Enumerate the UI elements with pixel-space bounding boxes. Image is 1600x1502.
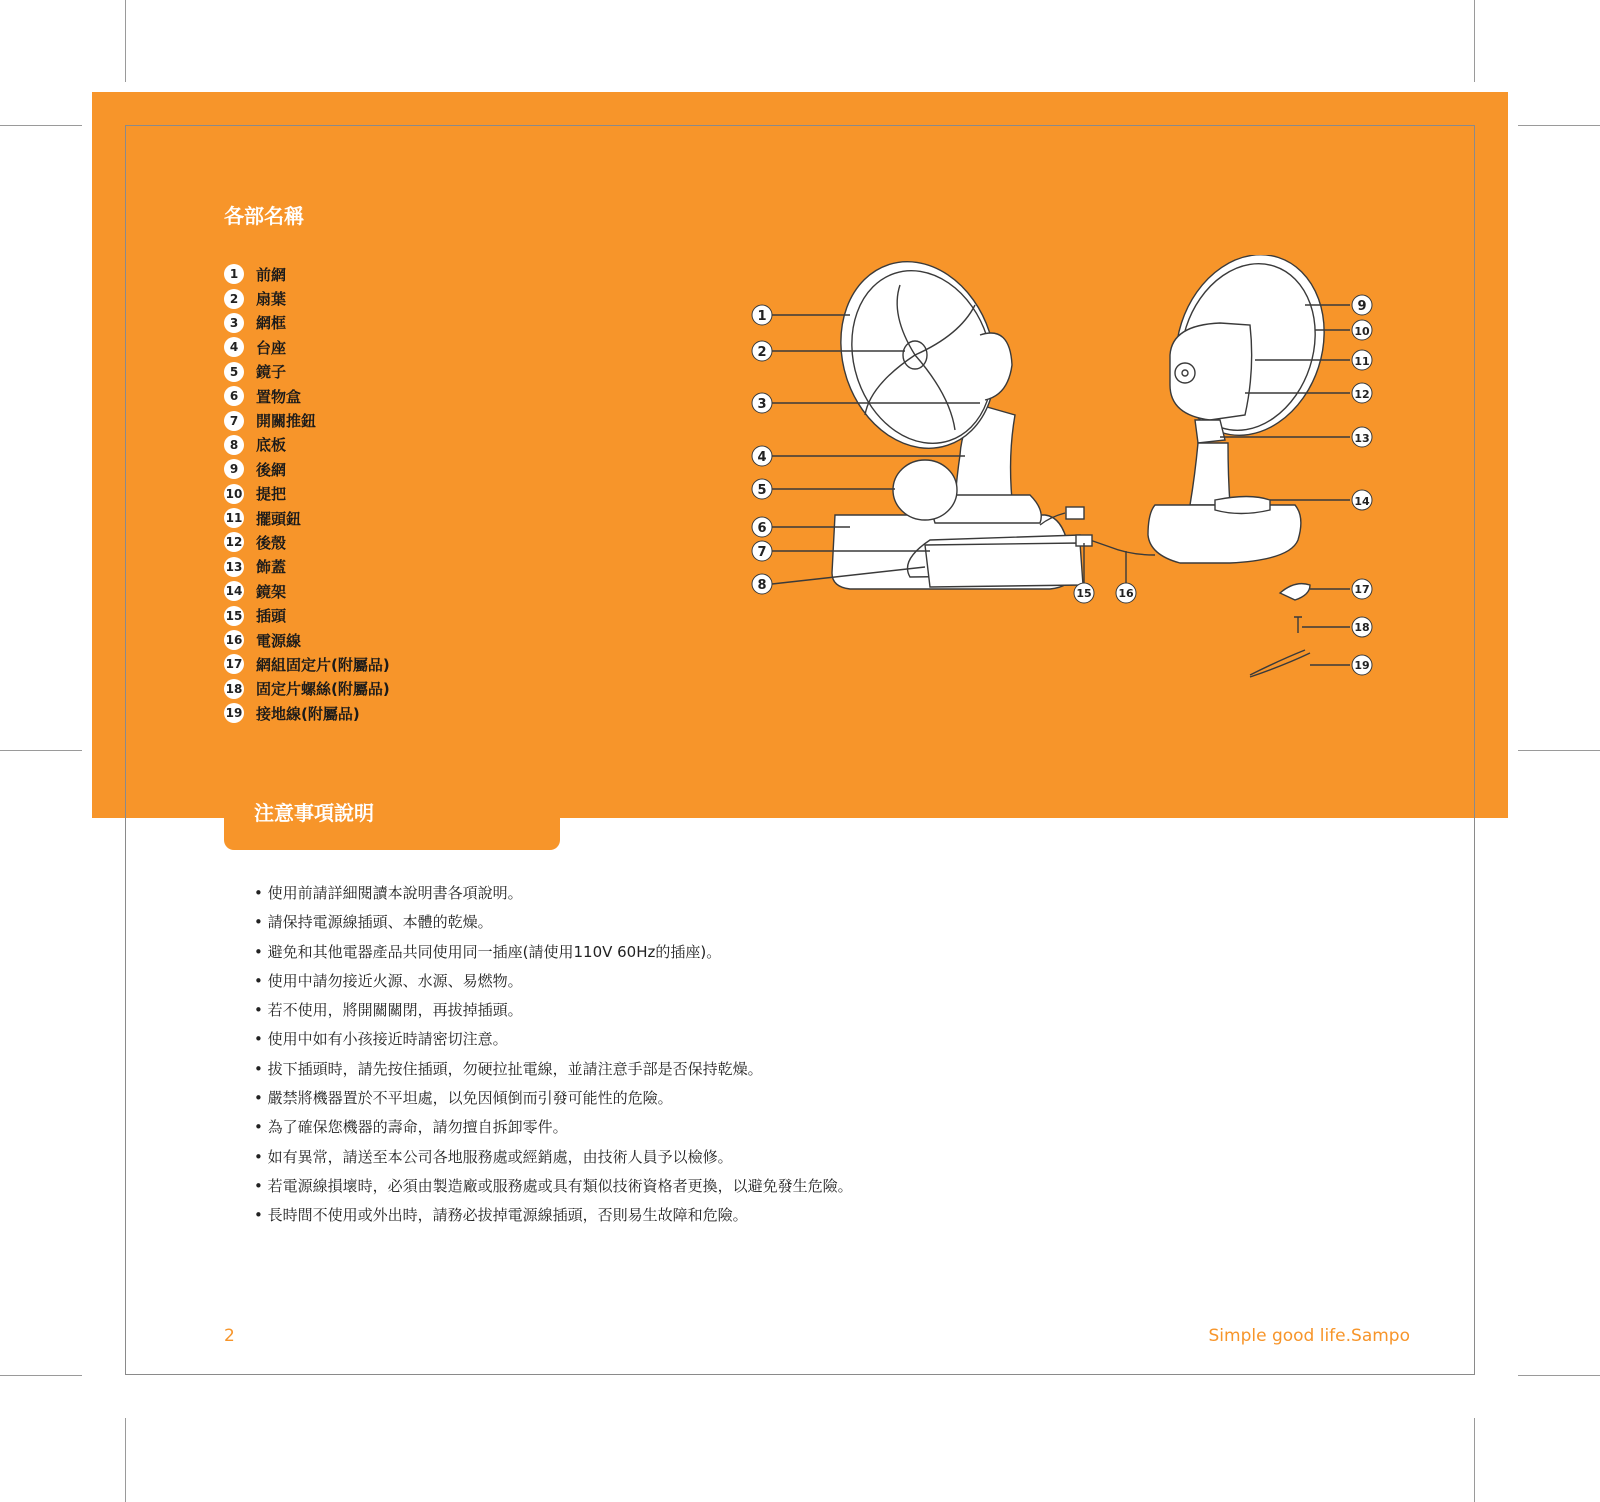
list-item: • 拔下插頭時，請先按住插頭，勿硬拉扯電線，並請注意手部是否保持乾燥。 <box>254 1058 853 1087</box>
callout-label: 10 <box>1354 325 1370 338</box>
part-number: 1 <box>224 264 244 284</box>
list-item <box>224 506 390 530</box>
list-item: • 如有異常，請送至本公司各地服務處或經銷處，由技術人員予以檢修。 <box>254 1146 853 1175</box>
part-name: 前網 <box>256 265 287 284</box>
crop-mark <box>0 750 82 751</box>
part-name: 擺頭鈕 <box>256 509 302 528</box>
part-name: 固定片螺絲(附屬品) <box>256 680 390 699</box>
crop-mark <box>125 1418 126 1502</box>
part-name: 網組固定片(附屬品) <box>256 655 390 674</box>
back-fan-stand <box>1190 443 1230 505</box>
list-item: • 長時間不使用或外出時，請務必拔掉電源線插頭，否則易生故障和危險。 <box>254 1204 853 1233</box>
callout-label: 1 <box>757 309 767 324</box>
callout-label: 18 <box>1354 621 1370 634</box>
part-number: 10 <box>224 484 244 504</box>
part-number: 7 <box>224 411 244 431</box>
part-name: 網框 <box>256 314 287 333</box>
parts-list <box>224 262 390 725</box>
part-number: 6 <box>224 386 244 406</box>
callout-label: 17 <box>1354 583 1370 596</box>
list-item: • 若不使用，將開關關閉，再拔掉插頭。 <box>254 999 853 1028</box>
part-number: 8 <box>224 435 244 455</box>
callout-label: 16 <box>1118 587 1134 600</box>
part-number: 16 <box>224 630 244 650</box>
list-item <box>224 433 390 457</box>
part-name: 提把 <box>256 485 287 504</box>
part-name: 接地線(附屬品) <box>256 704 360 723</box>
list-item: • 避免和其他電器產品共同使用同一插座(請使用110V 60Hz的插座)。 <box>254 941 853 970</box>
accessory-wire-icon <box>1250 650 1310 677</box>
part-name: 開關推鈕 <box>256 412 317 431</box>
crop-mark <box>125 0 126 82</box>
accessory-clip-icon <box>1280 584 1310 600</box>
front-fan-motor <box>980 333 1012 400</box>
list-item <box>224 628 390 652</box>
callout-label: 9 <box>1357 299 1367 314</box>
list-item <box>224 482 390 506</box>
list-item <box>224 384 390 408</box>
notes-list <box>254 882 853 1234</box>
list-item <box>224 457 390 481</box>
part-name: 後網 <box>256 460 287 479</box>
list-item <box>224 701 390 725</box>
list-item <box>224 335 390 359</box>
callout-label: 14 <box>1354 495 1370 508</box>
part-number: 5 <box>224 362 244 382</box>
page-number: 2 <box>224 1326 235 1346</box>
brand-slogan: Simple good life.Sampo <box>1208 1326 1410 1346</box>
list-item: • 為了確保您機器的壽命，請勿擅自拆卸零件。 <box>254 1116 853 1145</box>
crop-mark <box>1474 0 1475 82</box>
part-number: 11 <box>224 508 244 528</box>
callout-label: 13 <box>1354 432 1370 445</box>
part-name: 後殼 <box>256 533 287 552</box>
callout-label: 3 <box>757 397 767 412</box>
front-fan-mirror <box>893 460 957 520</box>
list-item: • 請保持電源線插頭、本體的乾燥。 <box>254 911 853 940</box>
part-name: 插頭 <box>256 607 287 626</box>
notes-tab <box>224 785 560 850</box>
callout-label: 15 <box>1076 587 1092 600</box>
part-name: 台座 <box>256 338 287 357</box>
part-name: 扇葉 <box>256 290 287 309</box>
front-fan-drawer <box>925 543 1083 587</box>
crop-mark <box>1518 750 1600 751</box>
callout-label: 2 <box>757 345 767 360</box>
list-item <box>224 530 390 554</box>
list-item: • 使用中請勿接近火源、水源、易燃物。 <box>254 970 853 999</box>
callout-label: 7 <box>757 545 767 560</box>
crop-mark <box>1474 1418 1475 1502</box>
part-name: 置物盒 <box>256 387 302 406</box>
part-number: 12 <box>224 532 244 552</box>
back-fan-mirror-holder <box>1215 497 1270 514</box>
list-item <box>224 603 390 627</box>
callout-label: 5 <box>757 483 767 498</box>
part-name: 飾蓋 <box>256 558 287 577</box>
part-number: 17 <box>224 654 244 674</box>
list-item <box>224 555 390 579</box>
part-number: 19 <box>224 703 244 723</box>
list-item: • 嚴禁將機器置於不平坦處，以免因傾倒而引發可能性的危險。 <box>254 1087 853 1116</box>
part-number: 14 <box>224 581 244 601</box>
part-number: 13 <box>224 557 244 577</box>
back-fan-neck <box>1195 420 1225 443</box>
part-number: 15 <box>224 606 244 626</box>
list-item <box>224 311 390 335</box>
callout-label: 4 <box>757 450 767 465</box>
back-fan-cord <box>1090 540 1155 555</box>
part-number: 4 <box>224 337 244 357</box>
notes-title: 注意事項說明 <box>254 801 374 825</box>
callout-label: 6 <box>757 521 767 536</box>
part-number: 9 <box>224 459 244 479</box>
list-item <box>224 408 390 432</box>
crop-mark <box>1518 125 1600 126</box>
part-number: 3 <box>224 313 244 333</box>
callout-label: 12 <box>1354 388 1370 401</box>
callout-label: 8 <box>757 578 767 593</box>
list-item: • 使用中如有小孩接近時請密切注意。 <box>254 1028 853 1057</box>
list-item <box>224 286 390 310</box>
part-number: 18 <box>224 679 244 699</box>
back-fan-base <box>1148 505 1301 563</box>
callout-label: 19 <box>1354 659 1370 672</box>
list-item <box>224 579 390 603</box>
list-item <box>224 262 390 286</box>
fan-diagram <box>750 255 1420 715</box>
crop-mark <box>0 1375 82 1376</box>
back-fan-knob <box>1175 363 1195 383</box>
accessory-screw-icon <box>1294 617 1302 633</box>
callout-label: 11 <box>1354 355 1370 368</box>
crop-mark <box>0 125 82 126</box>
crop-mark <box>1518 1375 1600 1376</box>
list-item <box>224 677 390 701</box>
list-item: • 若電源線損壞時，必須由製造廠或服務處或具有類似技術資格者更換，以避免發生危險。 <box>254 1175 853 1204</box>
part-name: 鏡架 <box>256 582 287 601</box>
parts-title: 各部名稱 <box>224 204 304 228</box>
list-item <box>224 360 390 384</box>
part-name: 鏡子 <box>256 363 287 382</box>
list-item <box>224 652 390 676</box>
part-name: 電源線 <box>256 631 302 650</box>
list-item: • 使用前請詳細閱讀本說明書各項說明。 <box>254 882 853 911</box>
part-name: 底板 <box>256 436 287 455</box>
part-number: 2 <box>224 289 244 309</box>
front-fan-plug <box>1066 507 1084 519</box>
